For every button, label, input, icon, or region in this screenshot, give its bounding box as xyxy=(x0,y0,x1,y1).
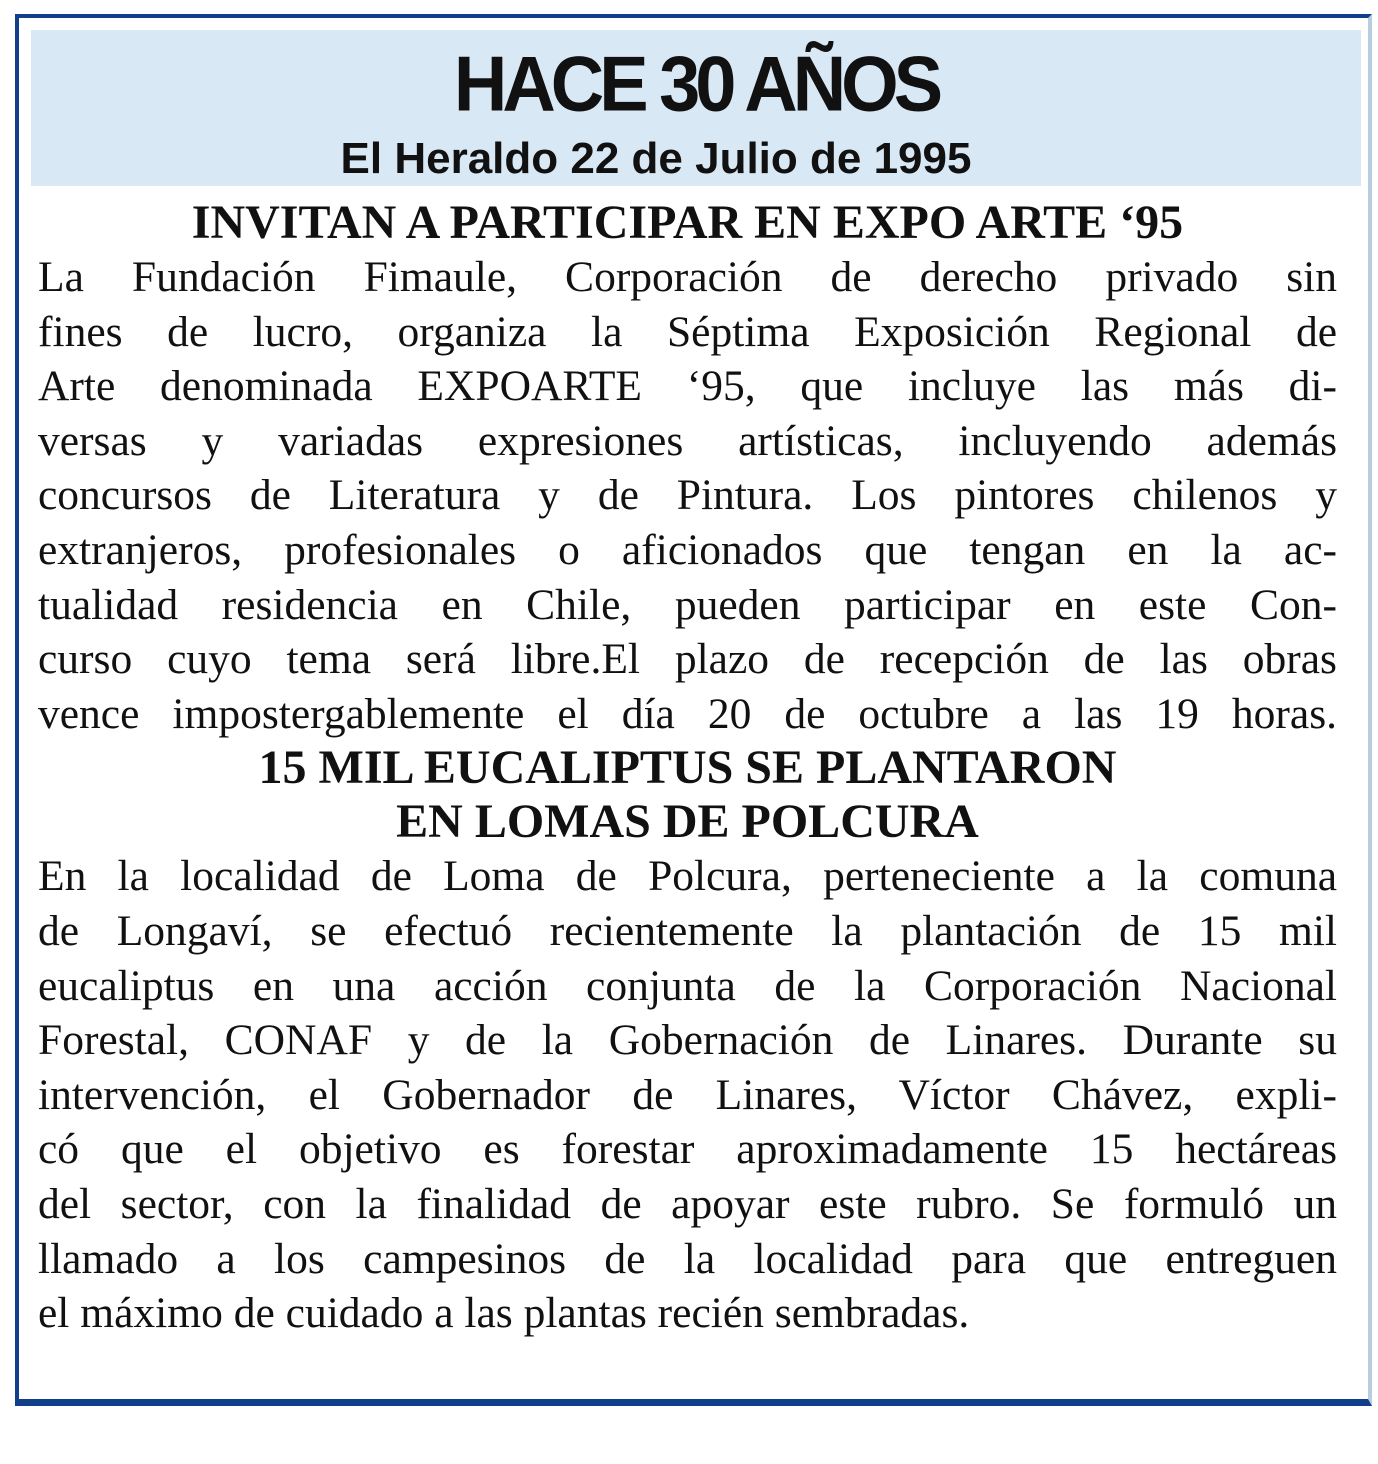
body-line: En la localidad de Loma de Polcura, perteneciente a la comuna xyxy=(38,852,1337,901)
article-body xyxy=(38,849,1337,1340)
headline-line: 15 MIL EUCALIPTUS SE PLANTARON xyxy=(258,741,1117,795)
body-line: extranjeros, profesionales o aficionados que tengan en la ac- xyxy=(38,525,1337,574)
article-headline xyxy=(38,741,1337,849)
body-line: llamado a los campesinos de la localidad para que entreguen xyxy=(38,1234,1337,1283)
body-line: intervención, el Gobernador de Linares, Víctor Chávez, expli- xyxy=(38,1070,1337,1119)
body-line: concursos de Literatura y de Pintura. Los pintores chilenos y xyxy=(38,471,1337,520)
page-subtitle: El Heraldo 22 de Julio de 1995 xyxy=(340,134,972,183)
body-line: de Longaví, se efectuó recientemente la plantación de 15 mil xyxy=(38,906,1337,955)
headline-line: EN LOMAS DE POLCURA xyxy=(396,795,979,849)
body-line: tualidad residencia en Chile, pueden participar en este Con- xyxy=(38,580,1337,629)
body-line: eucaliptus en una acción conjunta de la Corporación Nacional xyxy=(38,961,1337,1010)
articles-column xyxy=(38,196,1337,1341)
body-line: fines de lucro, organiza la Séptima Exposición Regional de xyxy=(38,307,1337,356)
body-line: curso cuyo tema será libre.El plazo de recepción de las obras xyxy=(38,635,1337,684)
article-eucaliptus xyxy=(38,741,1337,1340)
article-headline xyxy=(38,196,1337,250)
body-line: Arte denominada EXPOARTE ‘95, que incluye las más di- xyxy=(38,362,1337,411)
headline-line: INVITAN A PARTICIPAR EN EXPO ARTE ‘95 xyxy=(191,196,1184,249)
body-line: La Fundación Fimaule, Corporación de derecho privado sin xyxy=(38,253,1337,301)
page-title: HACE 30 AÑOS xyxy=(453,39,939,128)
body-line: Forestal, CONAF y de la Gobernación de Linares. Durante su xyxy=(38,1016,1337,1065)
body-line: có que el objetivo es forestar aproximadamente 15 hectáreas xyxy=(38,1125,1337,1174)
body-line: del sector, con la finalidad de apoyar este rubro. Se formuló un xyxy=(38,1179,1337,1228)
article-expo-arte xyxy=(38,196,1337,741)
body-line: versas y variadas expresiones artísticas, incluyendo además xyxy=(38,416,1337,465)
body-line: el máximo de cuidado a las plantas recién sembradas. xyxy=(38,1289,970,1338)
header-banner xyxy=(31,30,1361,186)
article-body xyxy=(38,250,1337,741)
body-line: vence impostergablemente el día 20 de octubre a las 19 horas. xyxy=(38,689,1337,738)
